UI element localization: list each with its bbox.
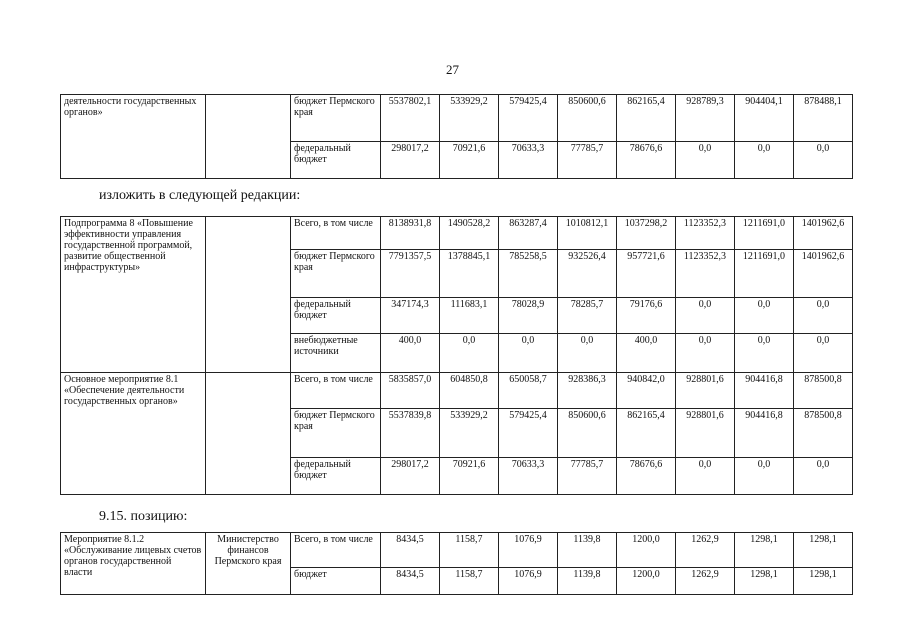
value-cell: 70921,6: [440, 142, 499, 179]
value-cell: 1139,8: [558, 533, 617, 568]
value-cell: 0,0: [676, 142, 735, 179]
value-cell: 957721,6: [617, 250, 676, 298]
value-cell: 1076,9: [499, 568, 558, 595]
value-cell: 0,0: [676, 298, 735, 334]
value-cell: 1298,1: [794, 533, 853, 568]
value-cell: 0,0: [499, 334, 558, 373]
funding-source-cell: бюджет Пермского края: [291, 250, 381, 298]
value-cell: 70633,3: [499, 142, 558, 179]
value-cell: 5537839,8: [381, 409, 440, 458]
value-cell: 579425,4: [499, 95, 558, 142]
value-cell: 0,0: [676, 334, 735, 373]
value-cell: 0,0: [735, 458, 794, 495]
value-cell: 1401962,6: [794, 217, 853, 250]
value-cell: 0,0: [676, 458, 735, 495]
value-cell: 0,0: [794, 458, 853, 495]
value-cell: 862165,4: [617, 95, 676, 142]
value-cell: 78285,7: [558, 298, 617, 334]
value-cell: 0,0: [794, 298, 853, 334]
value-cell: 785258,5: [499, 250, 558, 298]
value-cell: 5537802,1: [381, 95, 440, 142]
funding-source-cell: Всего, в том числе: [291, 373, 381, 409]
value-cell: 1200,0: [617, 533, 676, 568]
value-cell: 400,0: [617, 334, 676, 373]
funding-source-cell: бюджет Пермского края: [291, 409, 381, 458]
value-cell: 7791357,5: [381, 250, 440, 298]
value-cell: 928386,3: [558, 373, 617, 409]
table-row: [61, 95, 853, 142]
value-cell: 1211691,0: [735, 250, 794, 298]
value-cell: 1037298,2: [617, 217, 676, 250]
value-cell: 298017,2: [381, 458, 440, 495]
funding-source-cell: Всего, в том числе: [291, 533, 381, 568]
funding-source-cell: федеральный бюджет: [291, 298, 381, 334]
value-cell: 1490528,2: [440, 217, 499, 250]
value-cell: 940842,0: [617, 373, 676, 409]
value-cell: 928801,6: [676, 373, 735, 409]
value-cell: 347174,3: [381, 298, 440, 334]
value-cell: 878500,8: [794, 373, 853, 409]
funding-source-cell: Всего, в том числе: [291, 217, 381, 250]
responsible-cell: [206, 95, 291, 179]
value-cell: 1262,9: [676, 568, 735, 595]
position-heading: 9.15. позицию:: [99, 509, 188, 524]
value-cell: 1298,1: [735, 533, 794, 568]
value-cell: 1076,9: [499, 533, 558, 568]
value-cell: 1200,0: [617, 568, 676, 595]
value-cell: 77785,7: [558, 142, 617, 179]
value-cell: 400,0: [381, 334, 440, 373]
page-number: 27: [446, 62, 459, 77]
value-cell: 8434,5: [381, 533, 440, 568]
funding-source-cell: бюджет: [291, 568, 381, 595]
value-cell: 850600,6: [558, 409, 617, 458]
value-cell: 904416,8: [735, 373, 794, 409]
value-cell: 0,0: [735, 334, 794, 373]
new-edition-table: [60, 216, 853, 495]
measure-name-cell: Основное мероприятие 8.1 «Обеспечение деятельности государственных органов»: [61, 373, 206, 495]
value-cell: 533929,2: [440, 95, 499, 142]
value-cell: 1298,1: [794, 568, 853, 595]
responsible-cell: [206, 217, 291, 373]
value-cell: 1010812,1: [558, 217, 617, 250]
measure-name-cell: Мероприятие 8.1.2 «Обслуживание лицевых счетов органов государственной власти: [61, 533, 206, 595]
value-cell: 78676,6: [617, 142, 676, 179]
instruction-heading: изложить в следующей редакции:: [99, 188, 301, 203]
responsible-cell: Министерство финансов Пермского края: [206, 533, 291, 595]
funding-source-cell: федеральный бюджет: [291, 142, 381, 179]
value-cell: 5835857,0: [381, 373, 440, 409]
value-cell: 8138931,8: [381, 217, 440, 250]
value-cell: 932526,4: [558, 250, 617, 298]
value-cell: 1378845,1: [440, 250, 499, 298]
value-cell: 1158,7: [440, 568, 499, 595]
funding-source-cell: федеральный бюджет: [291, 458, 381, 495]
value-cell: 0,0: [735, 298, 794, 334]
table-row: [61, 373, 853, 409]
value-cell: 1211691,0: [735, 217, 794, 250]
value-cell: 878500,8: [794, 409, 853, 458]
value-cell: 862165,4: [617, 409, 676, 458]
value-cell: 1123352,3: [676, 250, 735, 298]
value-cell: 8434,5: [381, 568, 440, 595]
table-row: [61, 217, 853, 250]
funding-source-cell: бюджет Пермского края: [291, 95, 381, 142]
value-cell: 111683,1: [440, 298, 499, 334]
value-cell: 650058,7: [499, 373, 558, 409]
value-cell: 928789,3: [676, 95, 735, 142]
value-cell: 0,0: [440, 334, 499, 373]
value-cell: 1158,7: [440, 533, 499, 568]
funding-source-cell: внебюджетные источники: [291, 334, 381, 373]
value-cell: 0,0: [794, 142, 853, 179]
value-cell: 70633,3: [499, 458, 558, 495]
value-cell: 0,0: [735, 142, 794, 179]
value-cell: 1123352,3: [676, 217, 735, 250]
value-cell: 79176,6: [617, 298, 676, 334]
value-cell: 1401962,6: [794, 250, 853, 298]
responsible-cell: [206, 373, 291, 495]
value-cell: 78676,6: [617, 458, 676, 495]
value-cell: 863287,4: [499, 217, 558, 250]
value-cell: 1262,9: [676, 533, 735, 568]
value-cell: 70921,6: [440, 458, 499, 495]
value-cell: 298017,2: [381, 142, 440, 179]
measure-name-cell: деятельности государственных органов»: [61, 95, 206, 179]
value-cell: 850600,6: [558, 95, 617, 142]
value-cell: 928801,6: [676, 409, 735, 458]
value-cell: 904416,8: [735, 409, 794, 458]
value-cell: 1298,1: [735, 568, 794, 595]
value-cell: 604850,8: [440, 373, 499, 409]
value-cell: 78028,9: [499, 298, 558, 334]
value-cell: 0,0: [558, 334, 617, 373]
value-cell: 878488,1: [794, 95, 853, 142]
value-cell: 533929,2: [440, 409, 499, 458]
position-table: [60, 532, 853, 595]
value-cell: 904404,1: [735, 95, 794, 142]
value-cell: 0,0: [794, 334, 853, 373]
value-cell: 77785,7: [558, 458, 617, 495]
measure-name-cell: Подпрограмма 8 «Повышение эффективности управления государственной программой, развитие общественной инфраструктуры»: [61, 217, 206, 373]
table-row: [61, 533, 853, 568]
value-cell: 579425,4: [499, 409, 558, 458]
continued-table: [60, 94, 853, 179]
value-cell: 1139,8: [558, 568, 617, 595]
